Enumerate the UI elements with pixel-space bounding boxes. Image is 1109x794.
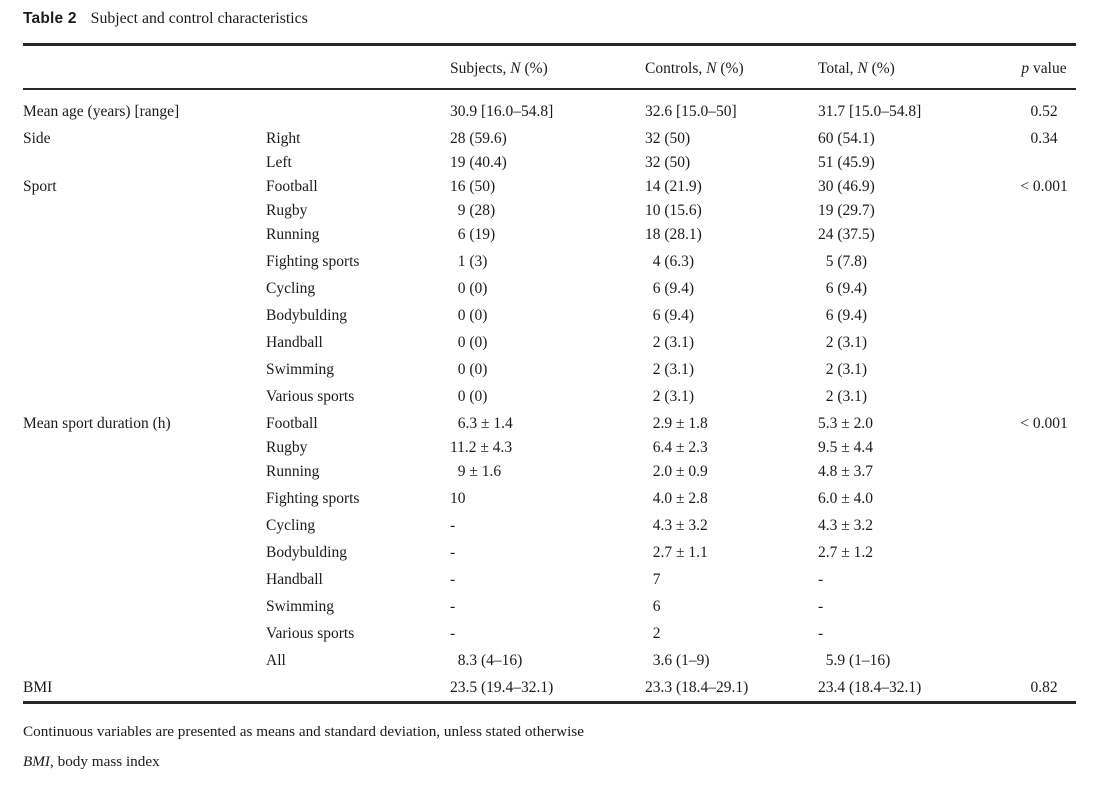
cell-pvalue [1012, 329, 1076, 356]
cell-pvalue: 0.52 [1030, 102, 1058, 120]
cell-subgroup-label: Various sports [266, 624, 355, 642]
cell-subgroup-label: All [266, 651, 286, 669]
cell-controls-value: 2 (3.1) [645, 387, 695, 405]
cell-controls-value: 6 (9.4) [645, 306, 695, 324]
cell-subjects-value: 28 (59.6) [450, 129, 507, 147]
cell-subjects-value: 19 (40.4) [450, 153, 507, 171]
table-footnotes [23, 717, 1109, 777]
cell-subjects-value: 0 (0) [450, 279, 488, 297]
cell-subjects-value: - [450, 624, 456, 642]
cell-subjects-value: 9 (28) [450, 201, 496, 219]
cell-subjects-value: 8.3 (4–16) [450, 651, 523, 669]
cell-total-value: 30 (46.9) [818, 177, 875, 195]
col-header-subgroup [266, 45, 450, 90]
cell-group-label: Sport [23, 177, 57, 195]
cell-group-label [23, 329, 266, 356]
table-row [23, 356, 1076, 383]
footnote-bmi [23, 747, 1109, 777]
cell-pvalue [1012, 539, 1076, 566]
cell-group-label [23, 302, 266, 329]
cell-group-label [23, 647, 266, 674]
cell-controls-value: 10 (15.6) [645, 201, 702, 219]
cell-total-value: 2 (3.1) [818, 360, 868, 378]
cell-subgroup-label: Fighting sports [266, 252, 360, 270]
cell-group-label [23, 152, 266, 173]
cell-subjects-value: 0 (0) [450, 387, 488, 405]
cell-subjects-value: 30.9 [16.0–54.8] [450, 102, 554, 120]
cell-group-label [23, 221, 266, 248]
cell-pvalue [1012, 512, 1076, 539]
cell-subjects-value: 1 (3) [450, 252, 488, 270]
cell-group-label: BMI [23, 678, 53, 696]
cell-total-value: 2.7 ± 1.2 [818, 543, 874, 561]
cell-total-value: 6 (9.4) [818, 306, 868, 324]
cell-subgroup-label [266, 89, 450, 125]
cell-total-value: 23.4 (18.4–32.1) [818, 678, 922, 696]
cell-controls-value: 14 (21.9) [645, 177, 702, 195]
cell-total-value: - [818, 570, 824, 588]
footnote-bmi-definition: , body mass index [50, 753, 160, 770]
table-row [23, 302, 1076, 329]
cell-total-value: 6.0 ± 4.0 [818, 489, 874, 507]
cell-subjects-value: - [450, 597, 456, 615]
cell-subgroup-label: Running [266, 462, 320, 480]
table-row [23, 647, 1076, 674]
cell-group-label [23, 485, 266, 512]
cell-controls-value: 32 (50) [645, 129, 691, 147]
header-text: (%) [867, 60, 895, 77]
cell-total-value: 24 (37.5) [818, 225, 875, 243]
cell-subjects-value: 0 (0) [450, 306, 488, 324]
col-header-group [23, 45, 266, 90]
footnote-bmi-abbrev: BMI [23, 753, 50, 770]
cell-subgroup-label: Cycling [266, 516, 316, 534]
cell-subgroup-label: Cycling [266, 279, 316, 297]
cell-subgroup-label: Swimming [266, 597, 335, 615]
cell-controls-value: 4 (6.3) [645, 252, 695, 270]
table-row [23, 329, 1076, 356]
cell-controls-value: 7 [645, 570, 661, 588]
cell-pvalue [1012, 275, 1076, 302]
cell-subjects-value: 9 ± 1.6 [450, 462, 502, 480]
col-header-pvalue [1012, 45, 1076, 90]
table-row [23, 593, 1076, 620]
cell-group-label [23, 437, 266, 458]
header-text: (%) [716, 60, 744, 77]
cell-group-label: Mean age (years) [range] [23, 102, 180, 120]
header-row [23, 45, 1076, 90]
table-row [23, 275, 1076, 302]
table-row [23, 458, 1076, 485]
cell-total-value: - [818, 624, 824, 642]
cell-subgroup-label [266, 674, 450, 703]
header-text: value [1029, 60, 1067, 77]
header-italic-p: p [1021, 60, 1030, 77]
cell-group-label [23, 356, 266, 383]
cell-controls-value: 2 (3.1) [645, 360, 695, 378]
table-row [23, 620, 1076, 647]
cell-subjects-value: 0 (0) [450, 333, 488, 351]
table-row [23, 437, 1076, 458]
cell-controls-value: 32.6 [15.0–50] [645, 102, 737, 120]
cell-controls-value: 23.3 (18.4–29.1) [645, 678, 749, 696]
cell-subgroup-label: Bodybulding [266, 306, 347, 324]
header-italic-n: N [510, 60, 521, 77]
cell-subgroup-label: Various sports [266, 387, 355, 405]
cell-pvalue [1012, 437, 1076, 458]
cell-controls-value: 2.0 ± 0.9 [645, 462, 708, 480]
cell-controls-value: 4.0 ± 2.8 [645, 489, 708, 507]
cell-group-label [23, 620, 266, 647]
cell-pvalue [1012, 302, 1076, 329]
cell-total-value: 2 (3.1) [818, 387, 868, 405]
cell-group-label [23, 200, 266, 221]
cell-controls-value: 4.3 ± 3.2 [645, 516, 708, 534]
col-header-subjects [450, 45, 645, 90]
cell-group-label [23, 458, 266, 485]
cell-group-label [23, 593, 266, 620]
cell-subjects-value: 6.3 ± 1.4 [450, 414, 513, 432]
cell-group-label [23, 512, 266, 539]
cell-group-label [23, 383, 266, 410]
table-body [23, 89, 1076, 703]
cell-subjects-value: 0 (0) [450, 360, 488, 378]
header-text: (%) [520, 60, 548, 77]
cell-subgroup-label: Running [266, 225, 320, 243]
cell-controls-value: 2 [645, 624, 661, 642]
cell-pvalue: < 0.001 [1020, 177, 1068, 195]
col-header-total [818, 45, 1012, 90]
table-row [23, 566, 1076, 593]
header-italic-n: N [706, 60, 717, 77]
cell-total-value: 5.9 (1–16) [818, 651, 891, 669]
cell-pvalue [1012, 200, 1076, 221]
table-caption-text: Subject and control characteristics [90, 10, 308, 27]
cell-subgroup-label: Swimming [266, 360, 335, 378]
cell-total-value: 5.3 ± 2.0 [818, 414, 874, 432]
table-row [23, 200, 1076, 221]
cell-controls-value: 6 (9.4) [645, 279, 695, 297]
table-row [23, 248, 1076, 275]
cell-subjects-value: - [450, 543, 456, 561]
cell-group-label [23, 248, 266, 275]
cell-controls-value: 32 (50) [645, 153, 691, 171]
cell-subgroup-label: Football [266, 414, 318, 432]
characteristics-table [23, 43, 1076, 704]
table-number-label: Table 2 [23, 10, 77, 27]
cell-pvalue: < 0.001 [1020, 414, 1068, 432]
cell-controls-value: 18 (28.1) [645, 225, 702, 243]
cell-pvalue [1012, 566, 1076, 593]
cell-subgroup-label: Rugby [266, 438, 308, 456]
table-row [23, 89, 1076, 125]
cell-pvalue [1012, 221, 1076, 248]
cell-total-value: 4.3 ± 3.2 [818, 516, 874, 534]
cell-total-value: 4.8 ± 3.7 [818, 462, 874, 480]
cell-total-value: 6 (9.4) [818, 279, 868, 297]
table-row [23, 173, 1076, 200]
cell-subjects-value: 16 (50) [450, 177, 496, 195]
cell-pvalue: 0.82 [1030, 678, 1058, 696]
cell-controls-value: 3.6 (1–9) [645, 651, 710, 669]
cell-group-label [23, 275, 266, 302]
cell-pvalue [1012, 620, 1076, 647]
cell-total-value: 60 (54.1) [818, 129, 875, 147]
cell-subgroup-label: Fighting sports [266, 489, 360, 507]
footnote-continuous-variables: Continuous variables are presented as means and standard deviation, unless stated otherwise [23, 723, 584, 740]
cell-total-value: 19 (29.7) [818, 201, 875, 219]
cell-subjects-value: - [450, 570, 456, 588]
cell-subjects-value: 23.5 (19.4–32.1) [450, 678, 554, 696]
cell-controls-value: 2.7 ± 1.1 [645, 543, 708, 561]
header-text: Controls, [645, 60, 707, 77]
cell-pvalue [1012, 152, 1076, 173]
cell-total-value: - [818, 597, 824, 615]
cell-subgroup-label: Football [266, 177, 318, 195]
cell-pvalue [1012, 248, 1076, 275]
cell-total-value: 2 (3.1) [818, 333, 868, 351]
cell-pvalue [1012, 647, 1076, 674]
table-row [23, 539, 1076, 566]
cell-subjects-value: - [450, 516, 456, 534]
cell-subgroup-label: Bodybulding [266, 543, 347, 561]
cell-pvalue [1012, 485, 1076, 512]
cell-controls-value: 2 (3.1) [645, 333, 695, 351]
cell-subgroup-label: Handball [266, 570, 323, 588]
cell-pvalue: 0.34 [1030, 129, 1058, 147]
col-header-controls [645, 45, 818, 90]
table-row [23, 125, 1076, 152]
cell-subjects-value: 6 (19) [450, 225, 496, 243]
cell-group-label [23, 539, 266, 566]
cell-subgroup-label: Rugby [266, 201, 308, 219]
cell-subjects-value: 11.2 ± 4.3 [450, 438, 513, 456]
table-row [23, 383, 1076, 410]
cell-group-label: Side [23, 129, 51, 147]
cell-subgroup-label: Right [266, 129, 301, 147]
header-text: Subjects, [450, 60, 511, 77]
table-row [23, 221, 1076, 248]
cell-subgroup-label: Left [266, 153, 292, 171]
table-header [23, 45, 1076, 90]
table-row [23, 485, 1076, 512]
cell-total-value: 51 (45.9) [818, 153, 875, 171]
cell-group-label [23, 566, 266, 593]
cell-subjects-value: 10 [450, 489, 466, 507]
cell-pvalue [1012, 356, 1076, 383]
table-row [23, 410, 1076, 437]
cell-controls-value: 2.9 ± 1.8 [645, 414, 708, 432]
table-row [23, 152, 1076, 173]
cell-group-label: Mean sport duration (h) [23, 414, 171, 432]
table-caption [23, 10, 1109, 36]
cell-pvalue [1012, 593, 1076, 620]
cell-pvalue [1012, 383, 1076, 410]
table-row [23, 674, 1076, 703]
cell-controls-value: 6 [645, 597, 661, 615]
cell-subgroup-label: Handball [266, 333, 323, 351]
cell-total-value: 5 (7.8) [818, 252, 868, 270]
cell-total-value: 31.7 [15.0–54.8] [818, 102, 922, 120]
header-italic-n: N [857, 60, 868, 77]
cell-pvalue [1012, 458, 1076, 485]
table-row [23, 512, 1076, 539]
cell-controls-value: 6.4 ± 2.3 [645, 438, 708, 456]
cell-total-value: 9.5 ± 4.4 [818, 438, 874, 456]
header-text: Total, [818, 60, 858, 77]
